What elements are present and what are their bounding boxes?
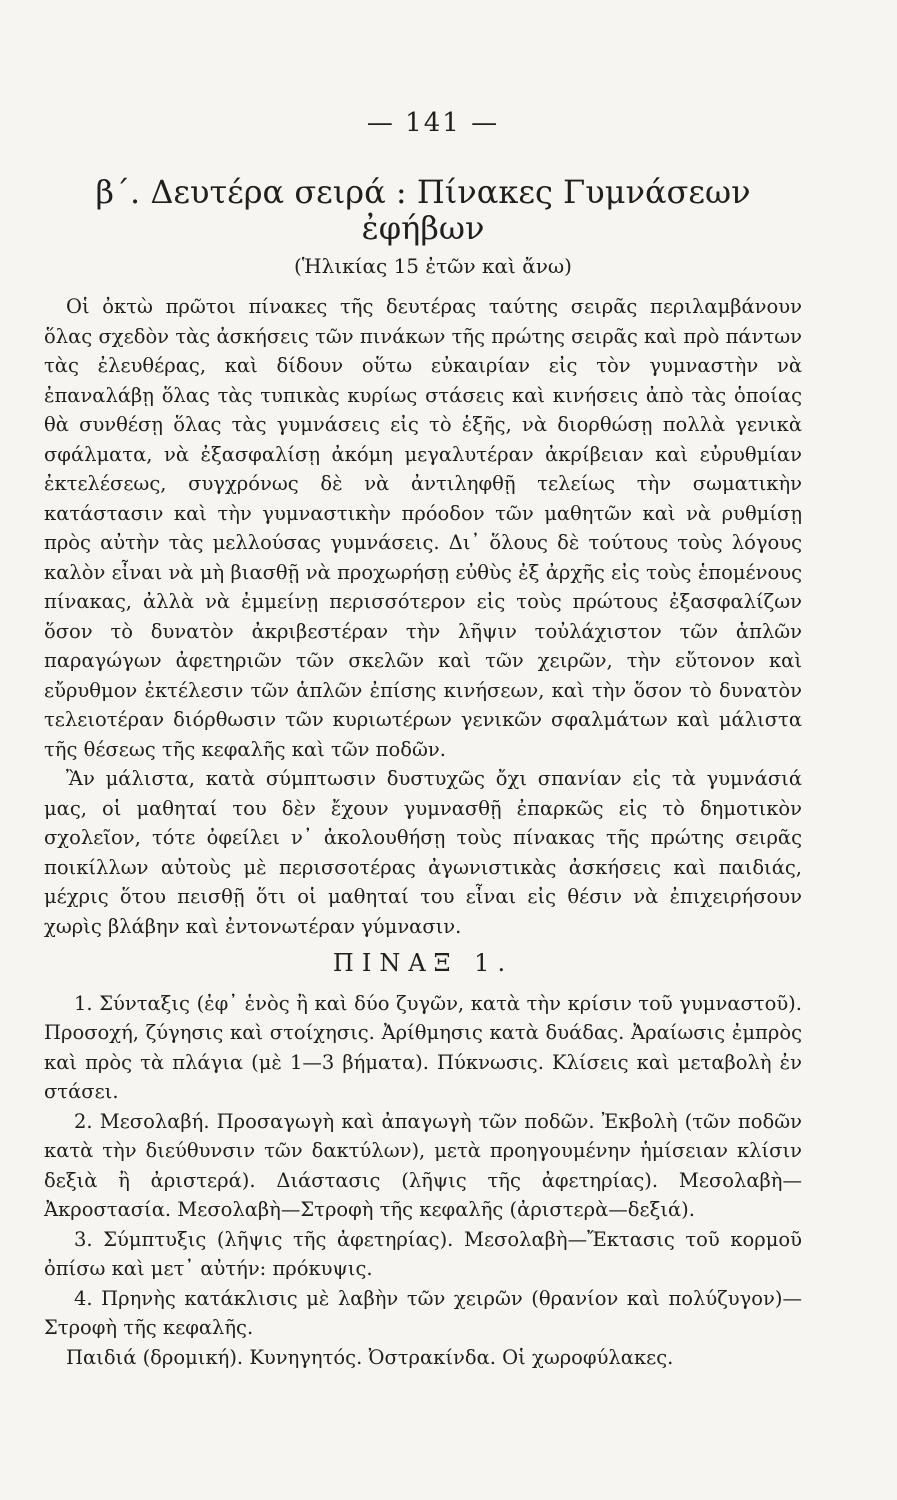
exercise-4: 4. Πρηνὴς κατάκλισις μὲ λαβὴν τῶν χειρῶν (θρανίον καὶ πολύζυγον)—Στροφὴ τῆς κεφαλῆς. [44,1286,802,1339]
body-text [44,292,802,1372]
paragraph-1: Οἱ ὀκτὼ πρῶτοι πίνακες τῆς δευτέρας ταύτης σειρᾶς περιλαμβάνουν ὅλας σχεδὸν τὰς ἀσκήσεις τῶν πινάκων τῆς πρώτης σειρᾶς καὶ πρὸ πάντων τὰς ἐλευθέρας, καὶ δίδουν οὕτω εὐκαιρίαν εἰς τὸν γυμναστὴν νὰ ἐπαναλάβῃ ὅλας τὰς τυπικὰς κυρίως στάσεις καὶ κινήσεις ἀπὸ τὰς ὁποίας θὰ συνθέσῃ ὅλας τὰς γυμνάσεις εἰς τὸ ἑξῆς, νὰ διορθώσῃ πολλὰ γενικὰ σφάλματα, νὰ ἐξασφαλίσῃ ἀκόμη μεγαλυτέραν ἀκρίβειαν καὶ εὐρυθμίαν ἐκτελέσεως, συγχρόνως δὲ νὰ ἀντιληφθῇ τελείως τὴν σωματικὴν κατάστασιν καὶ τὴν γυμναστικὴν πρόοδον τῶν μαθητῶν καὶ νὰ ρυθμίσῃ πρὸς αὐτὴν τὰς μελλούσας γυμνάσεις. Δι᾿ ὅλους δὲ τούτους τοὺς λόγους καλὸν εἶναι νὰ μὴ βιασθῇ νὰ προχωρήσῃ εὐθὺς ἐξ ἀρχῆς εἰς τοὺς ἑπομένους πίνακας, ἀλλὰ νὰ ἐμμείνῃ περισσότερον εἰς τοὺς πρώτους ἐξασφαλίζων ὅσον τὸ δυνατὸν ἀκριβεστέραν τὴν λῆψιν τοὐλάχιστον τῶν ἁπλῶν παραγώγων ἀφετηριῶν τῶν σκελῶν καὶ τῶν χειρῶν, τὴν εὔτονον καὶ εὔρυθμον ἐκτέλεσιν τῶν ἁπλῶν ἐπίσης κινήσεων, καὶ τὴν ὅσον τὸ δυνατὸν τελειοτέραν διόρθωσιν τῶν κυριωτέρων γενικῶν σφαλμάτων καὶ μάλιστα τῆς θέσεως τῆς κεφαλῆς καὶ τῶν ποδῶν. [44,295,802,761]
exercise-3: 3. Σύμπτυξις (λῆψις τῆς ἀφετηρίας). Μεσολαβὴ—Ἔκτασις τοῦ κορμοῦ ὀπίσω καὶ μετ᾿ αὐτήν: πρόκυψις. [44,1227,802,1280]
paragraph-2: Ἂν μάλιστα, κατὰ σύμπτωσιν δυστυχῶς ὄχι σπανίαν εἰς τὰ γυμνάσιά μας, οἱ μαθηταί του δὲν ἔχουν γυμνασθῇ ἐπαρκῶς εἰς τὸ δημοτικὸν σχολεῖον, τότε ὀφείλει ν᾿ ἀκολουθήσῃ τοὺς πίνακας τῆς πρώτης σειρᾶς ποικίλλων αὐτοὺς μὲ περισσοτέρας ἀγωνιστικὰς ἀσκήσεις καὶ παιδιάς, μέχρις ὅτου πεισθῇ ὅτι οἱ μαθηταί του εἶναι εἰς θέσιν νὰ ἐπιχειρήσουν χωρὶς βλάβην καὶ ἐντονωτέραν γύμνασιν. [44,767,802,938]
exercise-2: 2. Μεσολαβή. Προσαγωγὴ καὶ ἀπαγωγὴ τῶν ποδῶν. Ἐκβολὴ (τῶν ποδῶν κατὰ τὴν διεύθυνσιν τῶν δακτύλων), μετὰ προηγουμένην ἡμίσειαν κλίσιν δεξιὰ ἢ ἀριστερά). Διάστασις (λῆψις τῆς ἀφετηρίας). Μεσολαβὴ—Ἀκροστασία. Μεσολαβὴ—Στροφὴ τῆς κεφαλῆς (ἀριστερὰ—δεξιά). [44,1109,802,1221]
section-subtitle: (Ἡλικίας 15 ἐτῶν καὶ ἄνω) [294,254,572,278]
games-line: Παιδιά (δρομική). Κυνηγητός. Ὀστρακίνδα. Οἱ χωροφύλακες. [66,1345,674,1369]
exercise-1: 1. Σύνταξις (ἐφ᾿ ἑνὸς ἢ καὶ δύο ζυγῶν, κατὰ τὴν κρίσιν τοῦ γυμναστοῦ). Προσοχή, ζύγησις καὶ στοίχησις. Ἀρίθμησις κατὰ δυάδας. Ἀραίωσις ἐμπρὸς καὶ πρὸς τὰ πλάγια (μὲ 1—3 βήματα). Πύκνωσις. Κλίσεις καὶ μεταβολὴ ἐν στάσει. [44,991,802,1103]
table-heading: ΠΙΝΑΞ 1. [332,949,514,977]
section-title: β΄. Δευτέρα σειρά : Πίνακες Γυμνάσεων ἐφήβων [95,173,751,247]
page-number: — 141 — [366,108,500,138]
